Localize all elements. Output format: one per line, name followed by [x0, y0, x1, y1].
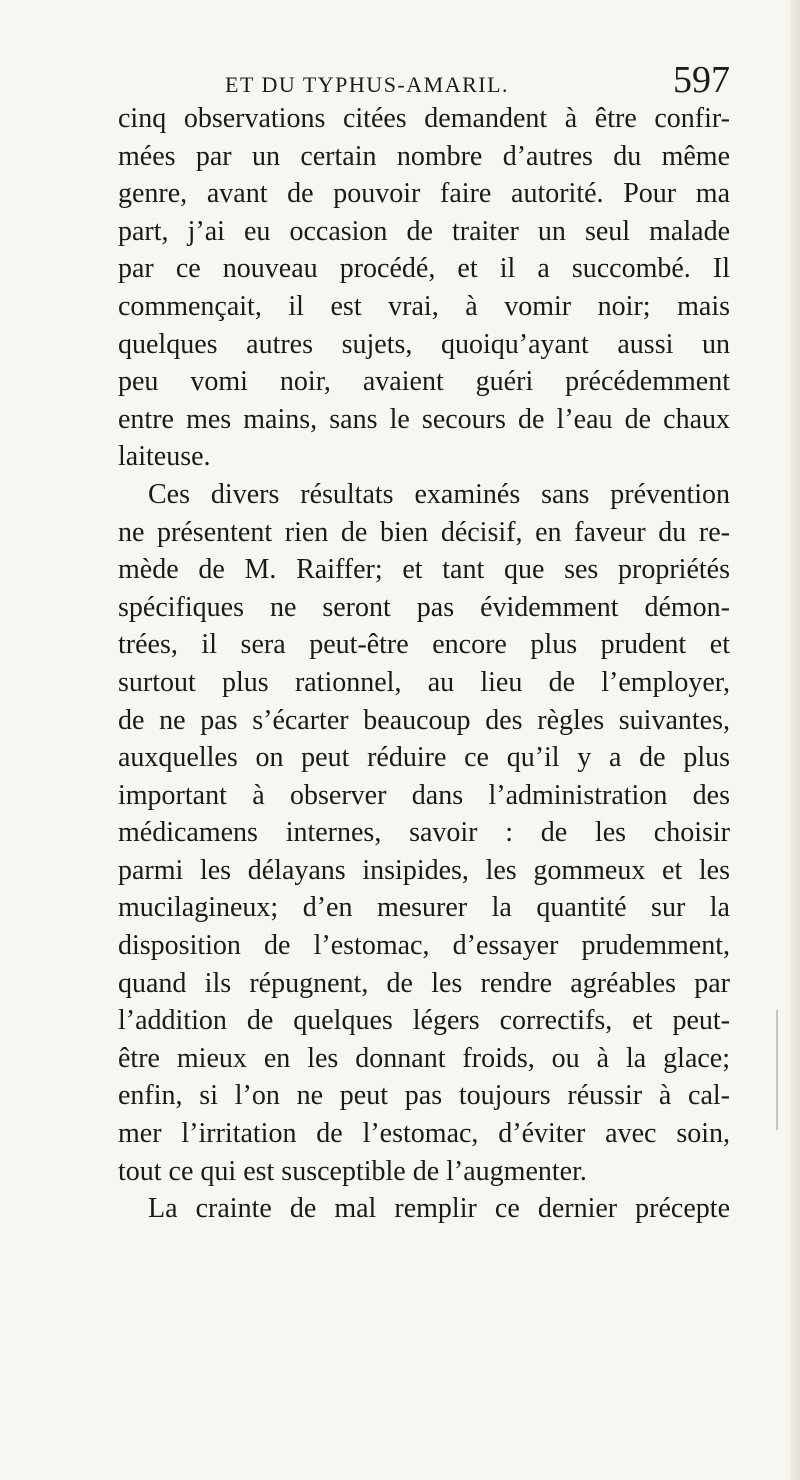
text-line: cinq observations citées demandent à être confir-	[118, 103, 730, 134]
text-line: mède de M. Raiffer; et tant que ses propriétés	[118, 554, 730, 586]
text-line: entre mes mains, sans le secours de l’eau de chaux	[118, 403, 730, 435]
text-line: mer l’irritation de l’estomac, d’éviter avec soin,	[118, 1118, 730, 1150]
text-line: quelques autres sujets, quoiqu’ayant aussi un	[118, 328, 730, 360]
text-line: laiteuse.	[118, 441, 211, 473]
text-line: par ce nouveau procédé, et il a succombé. Il	[118, 253, 730, 285]
text-line: tout ce qui est susceptible de l’augmenter.	[118, 1155, 587, 1187]
text-line: La crainte de mal remplir ce dernier précepte	[148, 1193, 730, 1225]
page-number: 597	[673, 59, 730, 101]
text-line: disposition de l’estomac, d’essayer prudemment,	[118, 930, 730, 962]
text-line: être mieux en les donnant froids, ou à la glace;	[118, 1042, 730, 1074]
text-line: commençait, il est vrai, à vomir noir; mais	[118, 290, 730, 322]
text-line: mées par un certain nombre d’autres du même	[118, 140, 730, 172]
text-line: trées, il sera peut-être encore plus prudent et	[118, 629, 730, 661]
text-line: important à observer dans l’administration des	[118, 779, 730, 811]
text-line: médicamens internes, savoir : de les choisir	[118, 817, 730, 849]
text-line: l’addition de quelques légers correctifs, et peut-	[118, 1005, 730, 1037]
text-line: enfin, si l’on ne peut pas toujours réussir à cal-	[118, 1080, 730, 1112]
text-line: quand ils répugnent, de les rendre agréables par	[118, 967, 730, 999]
body-text	[118, 100, 730, 1228]
text-line: parmi les délayans insipides, les gommeux et les	[118, 854, 730, 886]
text-line: genre, avant de pouvoir faire autorité. Pour ma	[118, 178, 730, 210]
text-line: Ces divers résultats examinés sans prévention	[148, 478, 730, 510]
text-line: spécifiques ne seront pas évidemment démon-	[118, 591, 730, 623]
text-line: mucilagineux; d’en mesurer la quantité sur la	[118, 892, 730, 924]
text-line: peu vomi noir, avaient guéri précédemment	[118, 366, 730, 398]
paper-edge-mark	[776, 1010, 778, 1130]
text-line: part, j’ai eu occasion de traiter un seul malade	[118, 215, 730, 247]
text-line: ne présentent rien de bien décisif, en faveur du re-	[118, 516, 730, 548]
text-line: surtout plus rationnel, au lieu de l’employer,	[118, 666, 730, 698]
text-line: de ne pas s’écarter beaucoup des règles suivantes,	[118, 704, 730, 736]
page-edge-shadow	[790, 0, 800, 1480]
running-title: ET DU TYPHUS-AMARIL.	[225, 72, 510, 97]
text-line: auxquelles on peut réduire ce qu’il y a de plus	[118, 742, 730, 774]
